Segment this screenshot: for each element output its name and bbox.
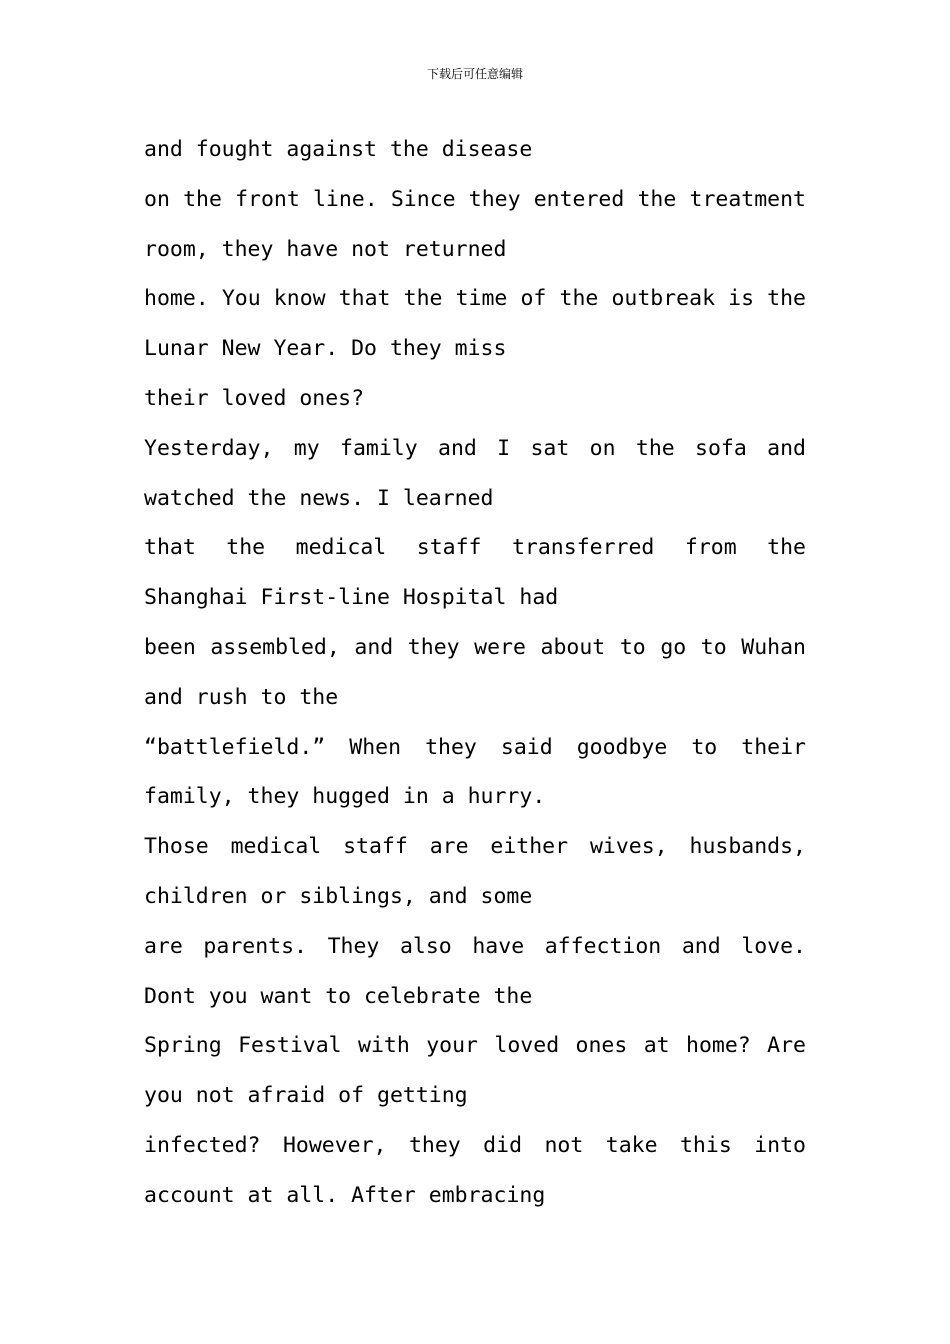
- text-line: Yesterday, my family and I sat on the sofa and: [144, 435, 806, 461]
- text-line: infected? However, they did not take this into: [144, 1132, 806, 1158]
- text-line: been assembled, and they were about to go to Wuhan: [144, 634, 806, 660]
- text-line: Those medical staff are either wives, husbands,: [144, 834, 806, 860]
- text-line: on the front line. Since they entered the treatment: [144, 186, 806, 212]
- text-line: home. You know that the time of the outbreak is the: [144, 286, 806, 312]
- text-line: their loved ones?: [144, 385, 365, 411]
- text-line: room, they have not returned: [144, 236, 507, 262]
- text-line: and fought against the disease: [144, 137, 533, 162]
- text-line: family, they hugged in a hurry.: [144, 784, 546, 810]
- text-line: Dont you want to celebrate the: [144, 983, 533, 1009]
- body-text: [144, 125, 806, 1221]
- text-line: Spring Festival with your loved ones at home? Are: [144, 1033, 806, 1059]
- text-line: are parents. They also have affection and love.: [144, 933, 806, 959]
- page-header: 下载后可任意编辑: [426, 67, 523, 81]
- text-line: and rush to the: [144, 684, 339, 710]
- text-line: you not afraid of getting: [144, 1083, 468, 1109]
- text-line: that the medical staff transferred from the: [144, 535, 806, 561]
- text-line: account at all. After embracing: [144, 1182, 546, 1208]
- text-line: watched the news. I learned: [144, 485, 494, 511]
- text-line: “battlefield.” When they said goodbye to their: [144, 734, 806, 760]
- text-line: Shanghai First-line Hospital had: [144, 585, 559, 611]
- text-line: Lunar New Year. Do they miss: [144, 336, 507, 362]
- text-line: children or siblings, and some: [144, 883, 533, 909]
